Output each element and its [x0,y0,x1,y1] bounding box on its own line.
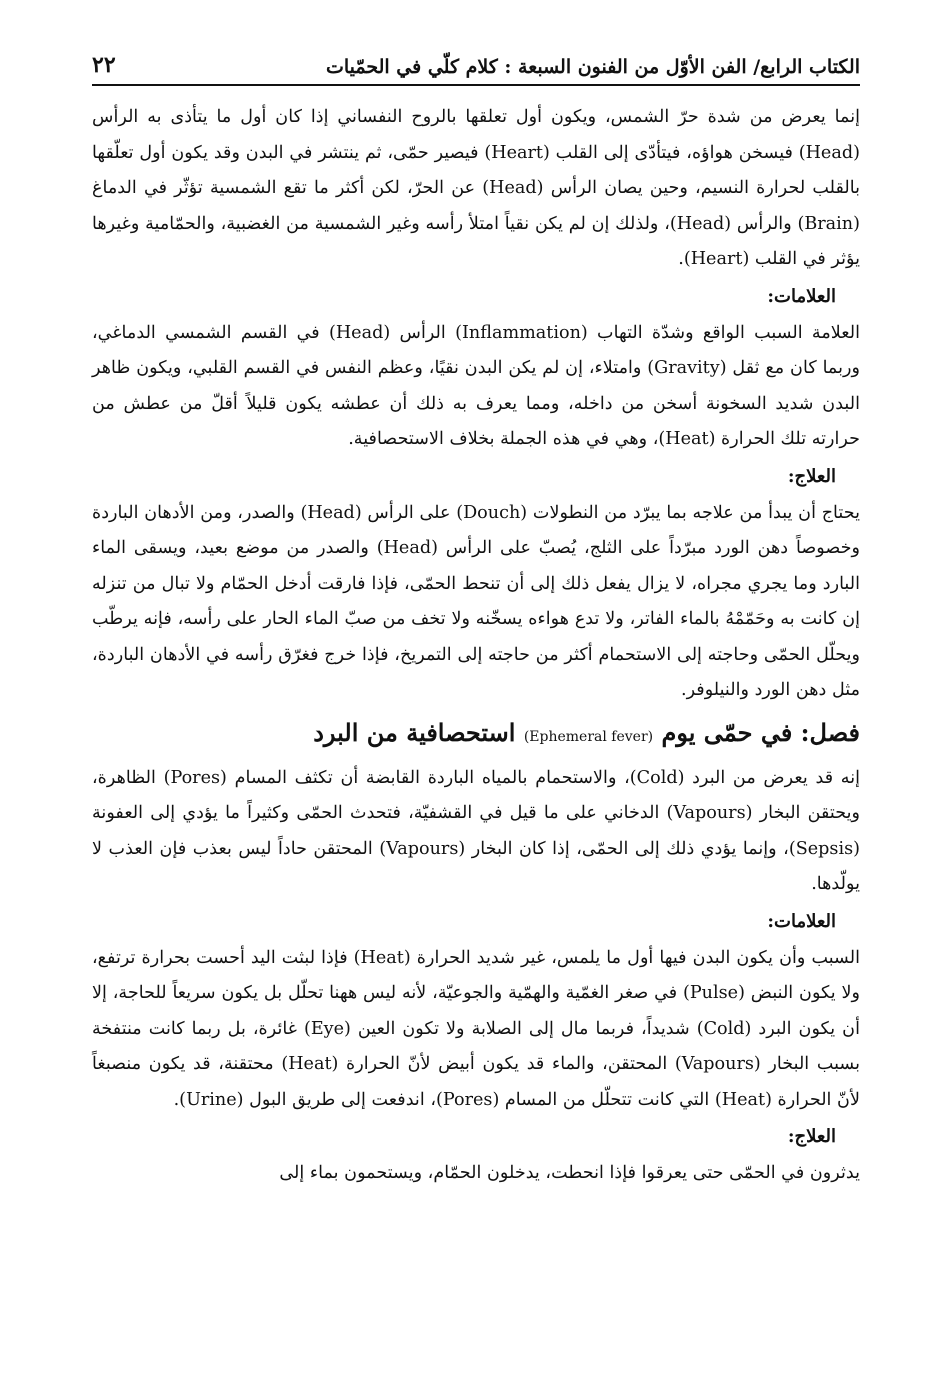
paragraph: يحتاج أن يبدأ من علاجه بما يبرّد من النطولات (Douch) على الرأس (Head) والصدر، ومن الأدهان الباردة وخصوصاً دهن الورد مبرّداً على الثلج، يُصبّ على الرأس (Head) والصدر من موضع بعيد، ويسقى الماء البارد وما يجري مجراه، لا يزال يفعل ذلك إلى أن تنحط الحمّى، فإذا فارقت أدخل الحمّام ولا تبال من تنزله إن كانت به وحَمّمْهُ بالماء الفاتر، ولا تدع هواءه يسخّنه ولا تخف من صبّ الماء الحار على رأسه، فإنه يرطّب ويحلّل الحمّى وحاجته إلى الاستحمام أكثر من حاجته إلى التمريخ، فإذا خرج فغرّق رأسه في الأدهان الباردة، مثل دهن الورد والنيلوفر. [92,502,860,700]
running-header [92,52,860,86]
section-heading-signs: العلامات: [767,285,836,307]
body-text [92,100,860,1192]
section-title-part-2: استحصافية من البرد [313,717,516,747]
paragraph: السبب وأن يكون البدن فيها أول ما يلمس، غير شديد الحرارة (Heat) فإذا لبثت اليد أحست بحرارة ترتفع، ولا يكون النبض (Pulse) في صغر الغمّية والهمّية والجوعيّة، لأنه ليس ههنا تحلّل بل يكون سريعاً للحاجة، إلا أن يكون البرد (Cold) شديداً، فربما مال إلى الصلابة ولا تكون العين (Eye) غائرة، بل ربما كانت منتفخة بسبب البخار (Vapours) المحتقن، والماء قد يكون أبيض لأنّ الحرارة (Heat) محتقنة، قد يكون منصبغاً لأنّ الحرارة (Heat) التي كانت تتحلّل من المسام (Pores)، اندفعت إلى طريق البول (Urine). [92,947,861,1110]
running-title: الكتاب الرابع/ الفن الأوّل من الفنون السبعة : كلام كلّي في الحمّيات [325,56,860,78]
paragraph: يدثرون في الحمّى حتى يعرقوا فإذا انحطت، يدخلون الحمّام، ويستحمون بماء إلى [279,1163,860,1183]
paragraph: العلامة السبب الواقع وشدّة التهاب (Inflammation) الرأس (Head) في القسم الشمسي الدماغي، وربما كان مع ثقل (Gravity) وامتلاء، إن لم يكن البدن نقيًا، وعظم النفس في القسم القلبي، ويكون ظاهر البدن شديد السخونة أسخن من داخله، ومما يعرف به ذلك أن عطشه يكون قليلاً أقلّ من عطش من حرارته تلك الحرارة (Heat)، وهي في هذه الجملة بخلاف الاستحصافية. [92,322,861,449]
section-heading-signs: العلامات: [767,910,836,932]
page-number: ٢٢ [92,52,116,78]
section-title-part-1: فصل: في حمّى يوم [661,717,860,747]
section-title-english: (Ephemeral fever) [523,728,654,745]
paragraph: إنما يعرض من شدة حرّ الشمس، ويكون أول تعلقها بالروح النفساني إذا كان أول ما يتأذى به الرأس (Head) فيسخن هواؤه، فيتأدّى إلى القلب (Heart) فيصير حمّى، ثم ينتشر في البدن وقد يكون أول تعلّقها بالقلب لحرارة النسيم، وحين يصان الرأس (Head) عن الحرّ، لكن أكثر ما تقع الشمسية تؤثّر في الدماغ (Brain) والرأس (Head)، ولذلك إن لم يكن نقياً امتلأ رأسه وغير الشمسية من الغضبية، والحمّامية وغيرها يؤثر في القلب (Heart). [92,107,860,269]
chapter-section-title [92,711,860,759]
section-heading-treatment: العلاج: [787,465,836,487]
paragraph: إنه قد يعرض من البرد (Cold)، والاستحمام بالمياه الباردة القابضة أن تكثف المسام (Pores) الظاهرة، ويحتقن البخار (Vapours) الدخاني على ما قيل في القشفيّة، فتحدث الحمّى وكثيراً ما يؤدي إلى العفونة (Sepsis)، وإنما يؤدي ذلك إلى الحمّى، إذا كان البخار (Vapours) المحتقن حاداً ليس بعذب فإن العذب لا يولّدها. [92,767,860,894]
section-heading-treatment: العلاج: [787,1126,836,1147]
